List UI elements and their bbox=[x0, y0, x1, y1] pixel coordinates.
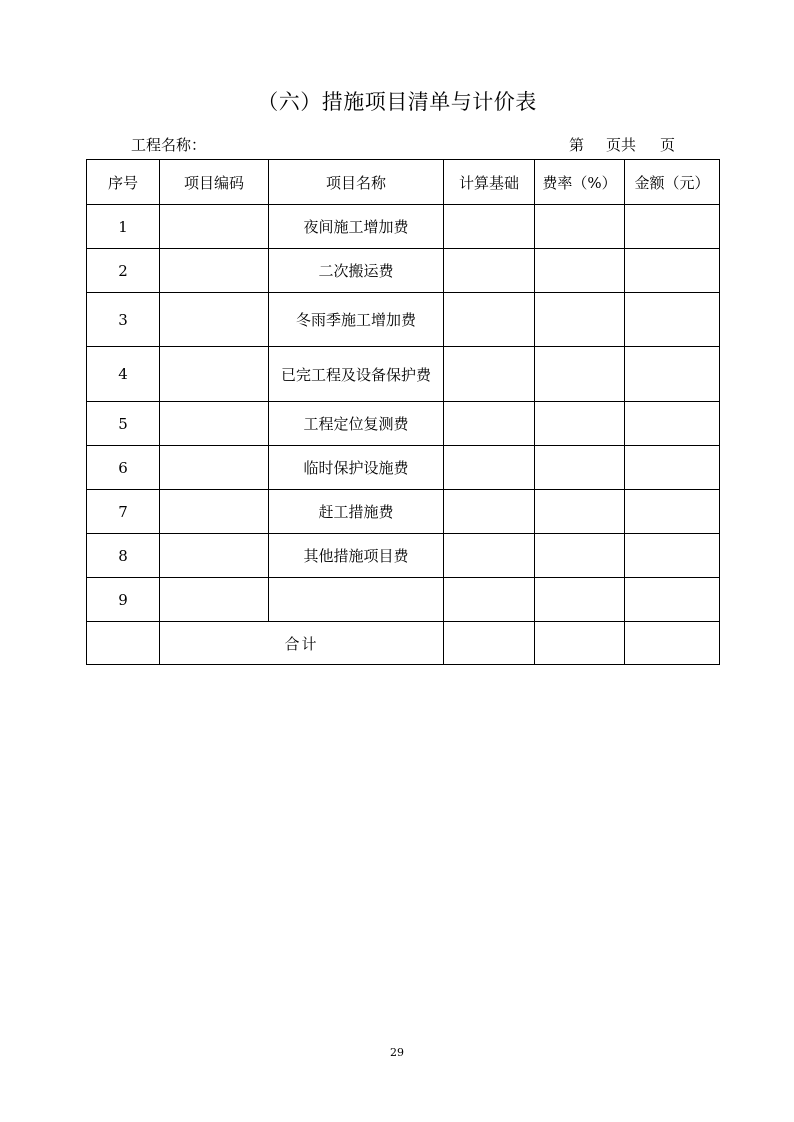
row-no: 2 bbox=[87, 249, 160, 293]
row-amount bbox=[625, 578, 720, 622]
row-rate bbox=[535, 293, 625, 347]
table-row bbox=[87, 205, 720, 249]
row-no: 5 bbox=[87, 402, 160, 446]
page-label-2: 页共 bbox=[606, 136, 637, 154]
row-no: 4 bbox=[87, 347, 160, 402]
row-rate bbox=[535, 446, 625, 490]
page-label-3: 页 bbox=[660, 136, 676, 154]
row-rate bbox=[535, 402, 625, 446]
col-header-base: 计算基础 bbox=[444, 160, 535, 205]
page-label-1: 第 bbox=[569, 136, 585, 154]
row-no: 6 bbox=[87, 446, 160, 490]
row-base bbox=[444, 249, 535, 293]
row-name: 临时保护设施费 bbox=[269, 446, 444, 490]
row-amount bbox=[625, 205, 720, 249]
row-amount bbox=[625, 446, 720, 490]
row-base bbox=[444, 205, 535, 249]
table-row bbox=[87, 347, 720, 402]
table-row bbox=[87, 446, 720, 490]
row-no: 1 bbox=[87, 205, 160, 249]
table-row bbox=[87, 402, 720, 446]
row-name: 赶工措施费 bbox=[269, 490, 444, 534]
row-amount bbox=[625, 293, 720, 347]
row-code bbox=[160, 249, 269, 293]
row-code bbox=[160, 347, 269, 402]
row-name: 工程定位复测费 bbox=[269, 402, 444, 446]
col-header-amount: 金额（元） bbox=[625, 160, 720, 205]
row-name: 其他措施项目费 bbox=[269, 534, 444, 578]
col-header-name: 项目名称 bbox=[269, 160, 444, 205]
row-rate bbox=[535, 490, 625, 534]
table-header-row bbox=[87, 160, 720, 205]
row-rate bbox=[535, 249, 625, 293]
row-rate bbox=[535, 578, 625, 622]
row-amount bbox=[625, 249, 720, 293]
col-header-code: 项目编码 bbox=[160, 160, 269, 205]
total-rate-cell bbox=[535, 622, 625, 665]
row-name bbox=[269, 578, 444, 622]
row-no: 9 bbox=[87, 578, 160, 622]
row-no: 7 bbox=[87, 490, 160, 534]
row-base bbox=[444, 402, 535, 446]
row-base bbox=[444, 446, 535, 490]
row-amount bbox=[625, 347, 720, 402]
row-rate bbox=[535, 347, 625, 402]
row-name: 已完工程及设备保护费 bbox=[269, 347, 444, 402]
table-row bbox=[87, 490, 720, 534]
row-base bbox=[444, 293, 535, 347]
row-base bbox=[444, 578, 535, 622]
row-code bbox=[160, 402, 269, 446]
measures-table bbox=[86, 159, 720, 665]
col-header-no: 序号 bbox=[87, 160, 160, 205]
row-base bbox=[444, 347, 535, 402]
row-code bbox=[160, 446, 269, 490]
row-code bbox=[160, 490, 269, 534]
row-base bbox=[444, 490, 535, 534]
row-amount bbox=[625, 534, 720, 578]
row-code bbox=[160, 534, 269, 578]
page-indicator bbox=[569, 134, 675, 155]
page-number: 29 bbox=[390, 1046, 404, 1059]
row-no: 3 bbox=[87, 293, 160, 347]
row-no: 8 bbox=[87, 534, 160, 578]
total-label: 合计 bbox=[160, 622, 444, 665]
table-row bbox=[87, 578, 720, 622]
row-code bbox=[160, 205, 269, 249]
row-name: 冬雨季施工增加费 bbox=[269, 293, 444, 347]
total-row bbox=[87, 622, 720, 665]
total-no-cell bbox=[87, 622, 160, 665]
table-row bbox=[87, 534, 720, 578]
row-rate bbox=[535, 534, 625, 578]
row-name: 夜间施工增加费 bbox=[269, 205, 444, 249]
project-name-label: 工程名称： bbox=[131, 136, 207, 154]
page-title: （六）措施项目清单与计价表 bbox=[257, 90, 537, 114]
row-name: 二次搬运费 bbox=[269, 249, 444, 293]
row-base bbox=[444, 534, 535, 578]
row-amount bbox=[625, 402, 720, 446]
row-rate bbox=[535, 205, 625, 249]
table-row bbox=[87, 249, 720, 293]
row-amount bbox=[625, 490, 720, 534]
table-row bbox=[87, 293, 720, 347]
row-code bbox=[160, 293, 269, 347]
total-amount-cell bbox=[625, 622, 720, 665]
total-base-cell bbox=[444, 622, 535, 665]
row-code bbox=[160, 578, 269, 622]
col-header-rate: 费率（%） bbox=[535, 160, 625, 205]
